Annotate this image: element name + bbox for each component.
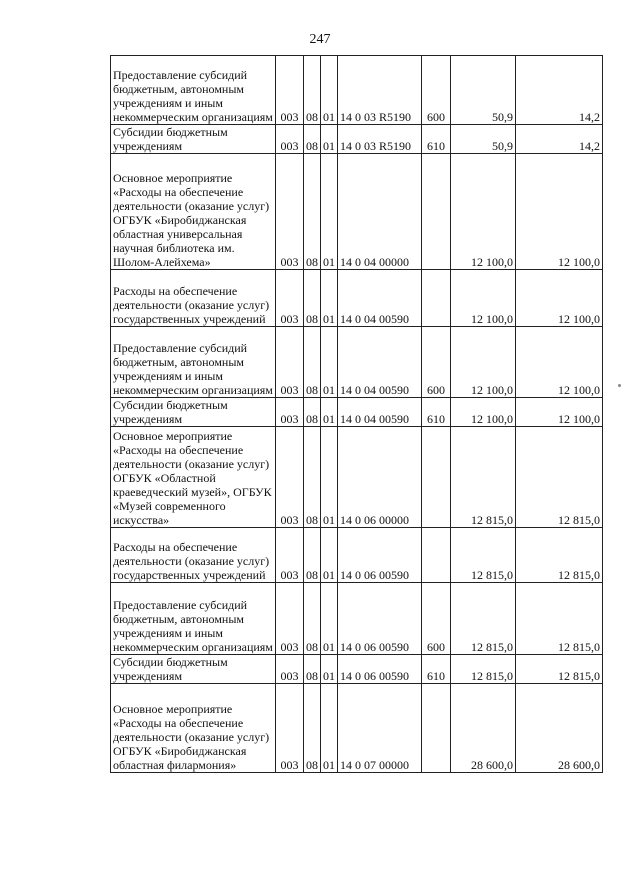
amount-cell-2: 14,2 xyxy=(516,125,603,154)
section-code-cell: 08 xyxy=(304,583,321,655)
amount-cell-2: 12 100,0 xyxy=(516,270,603,327)
row-name-cell: Основное мероприятие «Расходы на обеспечение деятельности (оказание услуг) ОГБУК «Областной краеведческий музей», ОГБУК «Музей современного искусства» xyxy=(111,427,276,528)
section-code-cell: 08 xyxy=(304,427,321,528)
amount-cell-1: 50,9 xyxy=(451,125,516,154)
expense-type-cell: 600 xyxy=(422,583,451,655)
ministry-code-cell: 003 xyxy=(276,125,304,154)
row-name-cell: Предоставление субсидий бюджетным, автономным учреждениям и иным некоммерческим организациям xyxy=(111,327,276,398)
table-row xyxy=(111,270,603,327)
target-article-cell: 14 0 06 00590 xyxy=(338,655,422,684)
row-name-cell: Предоставление субсидий бюджетным, автономным учреждениям и иным некоммерческим организациям xyxy=(111,583,276,655)
amount-cell-2: 12 815,0 xyxy=(516,583,603,655)
amount-cell-2: 12 815,0 xyxy=(516,427,603,528)
section-code-cell: 08 xyxy=(304,528,321,583)
subsection-code-cell: 01 xyxy=(321,125,338,154)
amount-cell-1: 28 600,0 xyxy=(451,684,516,773)
expense-type-cell: 600 xyxy=(422,327,451,398)
scan-mark xyxy=(618,384,621,387)
section-code-cell: 08 xyxy=(304,154,321,270)
amount-cell-1: 12 100,0 xyxy=(451,398,516,427)
table-row xyxy=(111,125,603,154)
amount-cell-1: 12 100,0 xyxy=(451,327,516,398)
amount-cell-2: 12 100,0 xyxy=(516,398,603,427)
target-article-cell: 14 0 04 00000 xyxy=(338,154,422,270)
row-name-cell: Расходы на обеспечение деятельности (оказание услуг) государственных учреждений xyxy=(111,270,276,327)
ministry-code-cell: 003 xyxy=(276,655,304,684)
table-row xyxy=(111,398,603,427)
target-article-cell: 14 0 06 00590 xyxy=(338,583,422,655)
expense-type-cell: 600 xyxy=(422,56,451,125)
page-number: 247 xyxy=(309,32,331,47)
section-code-cell: 08 xyxy=(304,684,321,773)
expense-type-cell xyxy=(422,528,451,583)
target-article-cell: 14 0 03 R5190 xyxy=(338,56,422,125)
target-article-cell: 14 0 04 00590 xyxy=(338,398,422,427)
amount-cell-2: 12 100,0 xyxy=(516,327,603,398)
ministry-code-cell: 003 xyxy=(276,154,304,270)
target-article-cell: 14 0 06 00000 xyxy=(338,427,422,528)
expense-type-cell xyxy=(422,154,451,270)
subsection-code-cell: 01 xyxy=(321,684,338,773)
subsection-code-cell: 01 xyxy=(321,398,338,427)
subsection-code-cell: 01 xyxy=(321,528,338,583)
table-row xyxy=(111,154,603,270)
target-article-cell: 14 0 04 00590 xyxy=(338,327,422,398)
target-article-cell: 14 0 03 R5190 xyxy=(338,125,422,154)
table-row xyxy=(111,528,603,583)
row-name-cell: Субсидии бюджетным учреждениям xyxy=(111,398,276,427)
subsection-code-cell: 01 xyxy=(321,655,338,684)
row-name-cell: Основное мероприятие «Расходы на обеспечение деятельности (оказание услуг) ОГБУК «Биробиджанская областная филармония» xyxy=(111,684,276,773)
section-code-cell: 08 xyxy=(304,56,321,125)
target-article-cell: 14 0 07 00000 xyxy=(338,684,422,773)
amount-cell-1: 12 100,0 xyxy=(451,154,516,270)
table-row xyxy=(111,655,603,684)
amount-cell-1: 12 815,0 xyxy=(451,655,516,684)
amount-cell-1: 12 815,0 xyxy=(451,528,516,583)
ministry-code-cell: 003 xyxy=(276,270,304,327)
ministry-code-cell: 003 xyxy=(276,583,304,655)
table-row xyxy=(111,56,603,125)
row-name-cell: Основное мероприятие «Расходы на обеспечение деятельности (оказание услуг) ОГБУК «Биробиджанская областная универсальная научная библиотека им. Шолом-Алейхема» xyxy=(111,154,276,270)
amount-cell-1: 12 815,0 xyxy=(451,583,516,655)
section-code-cell: 08 xyxy=(304,270,321,327)
subsection-code-cell: 01 xyxy=(321,154,338,270)
amount-cell-1: 50,9 xyxy=(451,56,516,125)
target-article-cell: 14 0 04 00590 xyxy=(338,270,422,327)
expense-type-cell xyxy=(422,427,451,528)
section-code-cell: 08 xyxy=(304,655,321,684)
subsection-code-cell: 01 xyxy=(321,56,338,125)
row-name-cell: Субсидии бюджетным учреждениям xyxy=(111,125,276,154)
amount-cell-2: 12 100,0 xyxy=(516,154,603,270)
table-row xyxy=(111,583,603,655)
subsection-code-cell: 01 xyxy=(321,270,338,327)
table-row xyxy=(111,427,603,528)
row-name-cell: Расходы на обеспечение деятельности (оказание услуг) государственных учреждений xyxy=(111,528,276,583)
section-code-cell: 08 xyxy=(304,125,321,154)
amount-cell-2: 12 815,0 xyxy=(516,528,603,583)
table-row xyxy=(111,684,603,773)
table-row xyxy=(111,327,603,398)
expense-type-cell xyxy=(422,684,451,773)
expense-type-cell xyxy=(422,270,451,327)
subsection-code-cell: 01 xyxy=(321,327,338,398)
section-code-cell: 08 xyxy=(304,398,321,427)
ministry-code-cell: 003 xyxy=(276,427,304,528)
row-name-cell: Предоставление субсидий бюджетным, автономным учреждениям и иным некоммерческим организациям xyxy=(111,56,276,125)
row-name-cell: Субсидии бюджетным учреждениям xyxy=(111,655,276,684)
budget-table xyxy=(110,55,603,773)
ministry-code-cell: 003 xyxy=(276,327,304,398)
target-article-cell: 14 0 06 00590 xyxy=(338,528,422,583)
amount-cell-2: 12 815,0 xyxy=(516,655,603,684)
ministry-code-cell: 003 xyxy=(276,56,304,125)
section-code-cell: 08 xyxy=(304,327,321,398)
ministry-code-cell: 003 xyxy=(276,528,304,583)
ministry-code-cell: 003 xyxy=(276,398,304,427)
amount-cell-2: 28 600,0 xyxy=(516,684,603,773)
expense-type-cell: 610 xyxy=(422,398,451,427)
amount-cell-1: 12 815,0 xyxy=(451,427,516,528)
expense-type-cell: 610 xyxy=(422,655,451,684)
amount-cell-2: 14,2 xyxy=(516,56,603,125)
subsection-code-cell: 01 xyxy=(321,427,338,528)
expense-type-cell: 610 xyxy=(422,125,451,154)
amount-cell-1: 12 100,0 xyxy=(451,270,516,327)
ministry-code-cell: 003 xyxy=(276,684,304,773)
subsection-code-cell: 01 xyxy=(321,583,338,655)
